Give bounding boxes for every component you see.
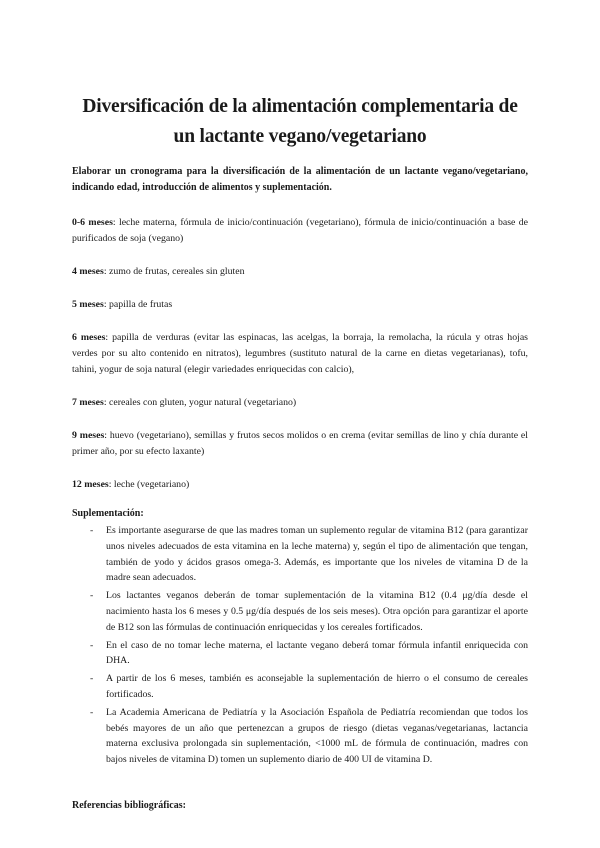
list-item-text: Los lactantes veganos deberán de tomar suplementación de la vitamina B12 (0.4 μg/día desde el nacimiento hasta los 6 meses y 0.5 μg/día después de los seis meses). Otra opción para garantizar el aporte de B12 son las fórmulas de continuación enriquecidas y los cereales fortificados. <box>106 590 528 633</box>
stage-0-6-meses <box>72 215 528 247</box>
stage-4-meses <box>72 264 528 280</box>
stage-12-meses <box>72 477 528 493</box>
bullet-dash: - <box>90 525 94 536</box>
bullet-dash: - <box>90 639 94 651</box>
references-heading: Referencias bibliográficas: <box>72 799 186 811</box>
stage-age: 12 meses <box>72 479 109 490</box>
list-item <box>72 588 528 635</box>
stage-age: 6 meses <box>72 332 106 343</box>
stage-text: : papilla de verduras (evitar las espinacas, las acelgas, la borraja, la remolacha, la rúcula y otras hojas verdes por su alto contenido en nitratos), legumbres (sustituto natural de la carne en dietas vegetarianas), tofu, tahini, yogur de soja natural (elegir variedades enriquecidas con calcio), <box>72 332 528 375</box>
stage-6-meses <box>72 330 528 378</box>
document-title: Diversificación de la alimentación complementaria de un lactante vegano/vegetariano <box>82 96 518 147</box>
stage-text: : leche (vegetariano) <box>108 479 190 490</box>
stage-9-meses <box>72 428 528 460</box>
stage-age: 4 meses <box>72 266 104 277</box>
list-item <box>72 705 528 768</box>
stage-5-meses <box>72 297 528 313</box>
list-item-text: Es importante asegurarse de que las madres toman un suplemento regular de vitamina B12 (para garantizar unos niveles adecuados de esta vitamina en la leche materna) y, según el tipo de alimentación que tengan, también de yodo y ácidos grasos omega-3. Además, es importante que los niveles de vitamina D de la madre sean adecuados. <box>106 525 528 584</box>
stage-text: : leche materna, fórmula de inicio/continuación (vegetariano), fórmula de inicio/continuación a base de purificados de soja (vegano) <box>72 217 528 244</box>
list-item <box>72 638 528 670</box>
stage-text: : cereales con gluten, yogur natural (vegetariano) <box>103 397 297 408</box>
list-item <box>72 523 528 586</box>
list-item-text: En el caso de no tomar leche materna, el lactante vegano deberá tomar fórmula infantil enriquecida con DHA. <box>106 639 528 667</box>
stage-text: : papilla de frutas <box>103 299 173 310</box>
list-item-text: La Academia Americana de Pediatría y la Asociación Española de Pediatría recomiendan que todos los bebés mayores de un año que pertenezcan a grupos de riesgo (dietas veganas/vegetarianas, lactancia materna exclusiva prolongada sin suplementación, <1000 mL de fórmula de continuación, madres con bajos niveles de vitamina D) tomen un suplemento diario de 400 UI de vitamina D. <box>106 706 528 766</box>
supplementation-list <box>72 523 528 768</box>
stage-age: 5 meses <box>72 299 104 310</box>
list-item <box>72 671 528 703</box>
stage-age: 9 meses <box>72 430 105 441</box>
supplementation-heading: Suplementación: <box>72 508 144 519</box>
stage-text: : zumo de frutas, cereales sin gluten <box>103 266 245 277</box>
intro-paragraph: Elaborar un cronograma para la diversificación de la alimentación de un lactante vegano/vegetariano, indicando edad, introducción de alimentos y suplementación. <box>72 166 528 193</box>
bullet-dash: - <box>90 590 94 602</box>
stage-age: 0-6 meses <box>72 217 113 228</box>
stage-age: 7 meses <box>72 397 104 408</box>
list-item-text: A partir de los 6 meses, también es aconsejable la suplementación de hierro o el consumo de cereales fortificados. <box>106 673 528 700</box>
document-page <box>72 92 528 811</box>
bullet-dash: - <box>90 673 94 685</box>
stage-7-meses <box>72 395 528 411</box>
stage-text: : huevo (vegetariano), semillas y frutos secos molidos o en crema (evitar semillas de lino y chía durante el primer año, por su efecto laxante) <box>72 430 528 457</box>
bullet-dash: - <box>90 706 94 718</box>
